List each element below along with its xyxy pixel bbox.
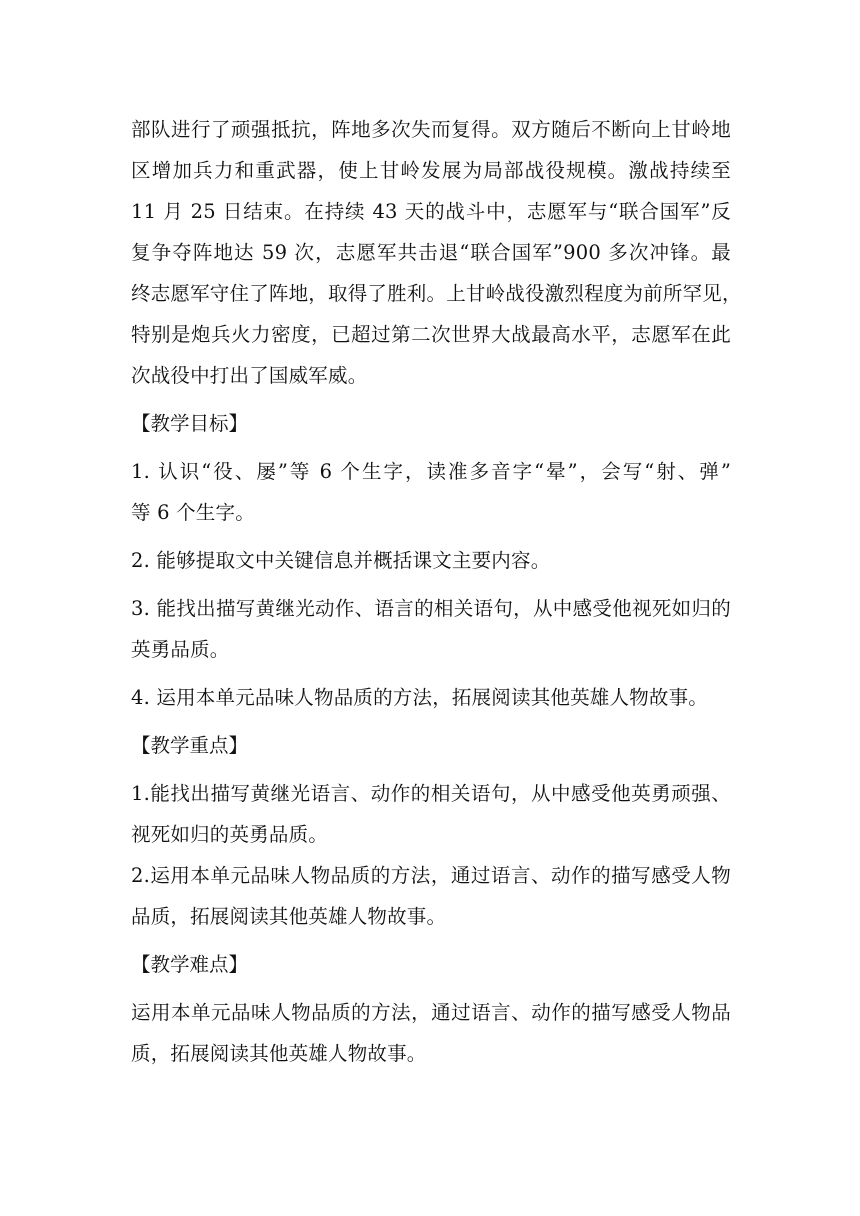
objective-item-2 — [131, 540, 731, 581]
key-point-line: 品质，拓展阅读其他英雄人物故事。 — [131, 905, 447, 928]
paragraph-line: 次战役中打出了国威军威。 — [131, 364, 368, 387]
paragraph-line: 质，拓展阅读其他英雄人物故事。 — [131, 1042, 427, 1065]
objectives-heading: 【教学目标】 — [131, 412, 249, 435]
objective-item-4 — [131, 677, 731, 718]
key-point-item-2 — [131, 855, 731, 937]
objective-line: 4. 运用本单元品味人物品质的方法，拓展阅读其他英雄人物故事。 — [131, 686, 709, 709]
key-point-line: 1.能找出描写黄继光语言、动作的相关语句，从中感受他英勇顽强、 — [131, 782, 731, 805]
paragraph-line: 特别是炮兵火力密度，已超过第二次世界大战最高水平，志愿军在此 — [131, 323, 731, 346]
objective-line: 1. 认识“役、屡”等 6 个生字，读准多音字“晕”，会写“射、弹” — [131, 460, 731, 483]
key-point-line: 2.运用本单元品味人物品质的方法，通过语言、动作的描写感受人物 — [131, 864, 731, 887]
key-point-line: 视死如归的英勇品质。 — [131, 823, 329, 846]
objective-item-3 — [131, 588, 731, 670]
paragraph-line: 区增加兵力和重武器，使上甘岭发展为局部战役规模。激战持续至 — [131, 159, 731, 182]
paragraph-line: 复争夺阵地达 59 次，志愿军共击退“联合国军”900 多次冲锋。最 — [131, 241, 731, 264]
objective-line: 英勇品质。 — [131, 638, 230, 661]
paragraph-line: 部队进行了顽强抵抗，阵地多次失而复得。双方随后不断向上甘岭地 — [131, 118, 731, 141]
paragraph-line: 运用本单元品味人物品质的方法，通过语言、动作的描写感受人物品 — [131, 1001, 731, 1024]
difficulties-paragraph — [131, 992, 731, 1074]
difficulties-heading: 【教学难点】 — [131, 953, 249, 976]
intro-paragraph — [131, 109, 742, 396]
objective-line: 2. 能够提取文中关键信息并概括课文主要内容。 — [131, 549, 551, 572]
objective-line: 等 6 个生字。 — [131, 501, 255, 524]
objective-line: 3. 能找出描写黄继光动作、语言的相关语句，从中感受他视死如归的 — [131, 597, 731, 620]
paragraph-line: 11 月 25 日结束。在持续 43 天的战斗中，志愿军与“联合国军”反 — [131, 200, 731, 223]
objective-item-1 — [131, 451, 731, 533]
key-points-heading: 【教学重点】 — [131, 734, 249, 757]
document-body — [131, 109, 742, 1074]
key-point-item-1 — [131, 773, 731, 855]
paragraph-line: 终志愿军守住了阵地，取得了胜利。上甘岭战役激烈程度为前所罕见， — [131, 282, 742, 305]
